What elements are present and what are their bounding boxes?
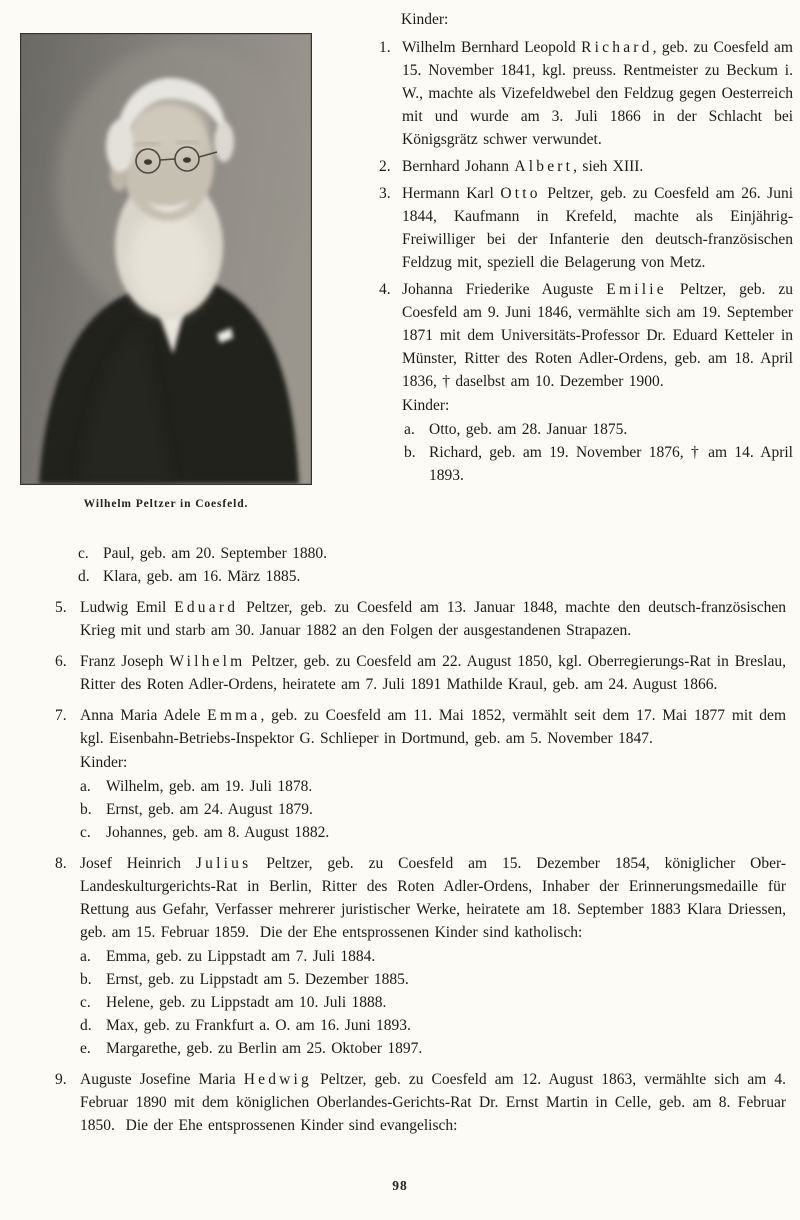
item-text-after: Peltzer, geb. zu Coesfeld am 13. Januar 1848, machte den deutsch-französischen Krieg mit und starb am 30. Januar 1882 an den Folgen der ausgestandenen Strapazen. <box>80 599 786 639</box>
item-number: 9. <box>55 1071 67 1088</box>
child-item <box>78 945 786 968</box>
item-spaced-name: Hedwig <box>243 1071 313 1088</box>
item-text-before: Auguste Josefine Maria <box>80 1071 244 1088</box>
item-number: 3. <box>379 185 391 202</box>
item-text-before: Josef Heinrich <box>80 855 196 872</box>
child-item <box>76 565 786 588</box>
child-letter: a. <box>80 778 91 795</box>
kinder-heading: Kinder: <box>401 11 449 28</box>
portrait-photo <box>20 33 312 485</box>
portrait-figure <box>20 33 312 510</box>
item4-children-continued <box>76 542 786 588</box>
item-number: 6. <box>55 653 67 670</box>
item-spaced-name: Otto <box>500 185 541 202</box>
list-item-7 <box>55 704 786 844</box>
child-item <box>402 441 793 487</box>
child-letter: c. <box>80 824 91 841</box>
item-text-after: , geb. zu Coesfeld am 11. Mai 1852, vermählt seit dem 17. Mai 1877 mit dem kgl. Eisenbahn-Betriebs-Inspektor G. Schlieper in Dortmund, geb. am 5. November 1847. <box>80 707 786 747</box>
item-number: 2. <box>379 158 391 175</box>
item-number: 8. <box>55 855 67 872</box>
child-item <box>78 775 786 798</box>
child-item <box>76 542 786 565</box>
kinder-label-item4: Kinder: <box>402 397 450 414</box>
item-text-after: , sieh XIII. <box>573 158 644 175</box>
child-text: Klara, geb. am 16. März 1885. <box>103 568 301 585</box>
item4-children <box>402 418 793 487</box>
child-text: Wilhelm, geb. am 19. Juli 1878. <box>106 778 313 795</box>
child-letter: d. <box>78 568 90 585</box>
child-text: Ernst, geb. am 24. August 1879. <box>106 801 313 818</box>
item-spaced-name: Emilie <box>606 281 667 298</box>
item-spaced-name: Eduard <box>174 599 239 616</box>
list-item-1 <box>379 36 793 151</box>
child-text: Margarethe, geb. zu Berlin am 25. Oktober 1897. <box>106 1040 423 1057</box>
item-number: 5. <box>55 599 67 616</box>
child-item <box>78 991 786 1014</box>
photo-caption: Wilhelm Peltzer in Coesfeld. <box>83 498 249 510</box>
kinder-label-item7: Kinder: <box>80 754 128 771</box>
item-text-before: Bernhard Johann <box>402 158 515 175</box>
child-letter: b. <box>80 971 92 988</box>
item-spaced-name: Albert <box>514 158 574 175</box>
item-text-before: Ludwig Emil <box>80 599 175 616</box>
list-item-3 <box>379 182 793 274</box>
child-item <box>78 1014 786 1037</box>
page-number: 98 <box>392 1178 408 1193</box>
child-text: Otto, geb. am 28. Januar 1875. <box>429 421 628 438</box>
list-item-6 <box>55 650 786 696</box>
item-text-before: Franz Joseph <box>80 653 170 670</box>
item7-children <box>80 775 786 844</box>
child-text: Helene, geb. zu Lippstadt am 10. Juli 1888. <box>106 994 387 1011</box>
item-text-before: Hermann Karl <box>402 185 501 202</box>
item-spaced-name: Richard <box>581 39 653 56</box>
child-text: Emma, geb. zu Lippstadt am 7. Juli 1884. <box>106 948 376 965</box>
item-number: 7. <box>55 707 67 724</box>
child-item <box>402 418 793 441</box>
list-item-2 <box>379 155 793 178</box>
item-spaced-name: Emma <box>207 707 261 724</box>
child-item <box>78 798 786 821</box>
item-text-before: Wilhelm Bernhard Leopold <box>402 39 582 56</box>
child-text: Ernst, geb. zu Lippstadt am 5. Dezember 1885. <box>106 971 409 988</box>
item-spaced-name: Wilhelm <box>169 653 246 670</box>
list-item-5 <box>55 596 786 642</box>
item-text-after: Peltzer, geb. zu Coesfeld am 15. Dezember 1854, königlicher Ober-Landeskulturgerichts-Rat in Berlin, Ritter des Roten Adler-Ordens, Inhaber der Erinnerungsmedaille für Rettung aus Gefahr, Verfasser mehrerer juristischer Werke, heiratete am 18. September 1883 Klara Driessen, geb. am 15. Februar 1859. Die der Ehe entsprossenen Kinder sind katholisch: <box>80 855 787 941</box>
child-letter: e. <box>80 1040 91 1057</box>
child-letter: a. <box>404 421 415 438</box>
top-section <box>0 0 800 540</box>
child-item <box>78 1037 786 1060</box>
item-text-after: Peltzer, geb. zu Coesfeld am 9. Juni 1846, vermählte sich am 19. September 1871 mit dem Universitäts-Professor Dr. Eduard Ketteler in Münster, Ritter des Roten Adler-Ordens, geb. am 18. April 1836, † daselbst am 10. Dezember 1900. <box>402 281 793 390</box>
child-letter: b. <box>80 801 92 818</box>
child-text: Max, geb. zu Frankfurt a. O. am 16. Juni 1893. <box>106 1017 411 1034</box>
child-letter: d. <box>80 1017 92 1034</box>
list-item-9 <box>55 1068 786 1137</box>
child-letter: a. <box>80 948 91 965</box>
item-spaced-name: Julius <box>195 855 252 872</box>
item-text-after: Peltzer, geb. zu Coesfeld am 12. August 1863, vermählte sich am 4. Februar 1890 mit dem königlichen Oberlandes-Gerichts-Rat Dr. Ernst Martin in Celle, geb. am 8. Februar 1850. Die der Ehe entsprossenen Kinder sind evangelisch: <box>80 1071 786 1134</box>
child-letter: c. <box>78 545 89 562</box>
item-number: 4. <box>379 281 391 298</box>
item-text-before: Johanna Friederike Auguste <box>402 281 607 298</box>
right-column <box>379 8 793 491</box>
item-text-before: Anna Maria Adele <box>80 707 208 724</box>
child-item <box>78 821 786 844</box>
list-item-4 <box>379 278 793 487</box>
item-text-after: , geb. zu Coesfeld am 15. November 1841, kgl. preuss. Rentmeister zu Beckum i. W., machte als Vizefeldwebel den Feldzug gegen Oesterreich mit und wurde am 3. Juli 1866 in der Schlacht bei Königsgrätz schwer verwundet. <box>402 39 793 148</box>
item-number: 1. <box>379 39 391 56</box>
main-list <box>55 596 786 1137</box>
item-text-after: Peltzer, geb. zu Coesfeld am 26. Juni 1844, Kaufmann in Krefeld, machte als Einjährig-Freiwilliger bei der Infanterie den deutsch-französischen Feldzug mit, speziell die Belagerung von Metz. <box>402 185 793 271</box>
child-text: Richard, geb. am 19. November 1876, † am 14. April 1893. <box>429 444 793 484</box>
child-text: Johannes, geb. am 8. August 1882. <box>106 824 330 841</box>
child-letter: b. <box>404 444 416 461</box>
list-item-8 <box>55 852 786 1060</box>
item8-children <box>80 945 786 1060</box>
item-text-after: Peltzer, geb. zu Coesfeld am 22. August 1850, kgl. Oberregierungs-Rat in Breslau, Ritter des Roten Adler-Ordens, heiratete am 7. Juli 1891 Mathilde Kraul, geb. am 24. August 1866. <box>80 653 786 693</box>
child-item <box>78 968 786 991</box>
child-text: Paul, geb. am 20. September 1880. <box>103 545 328 562</box>
child-letter: c. <box>80 994 91 1011</box>
